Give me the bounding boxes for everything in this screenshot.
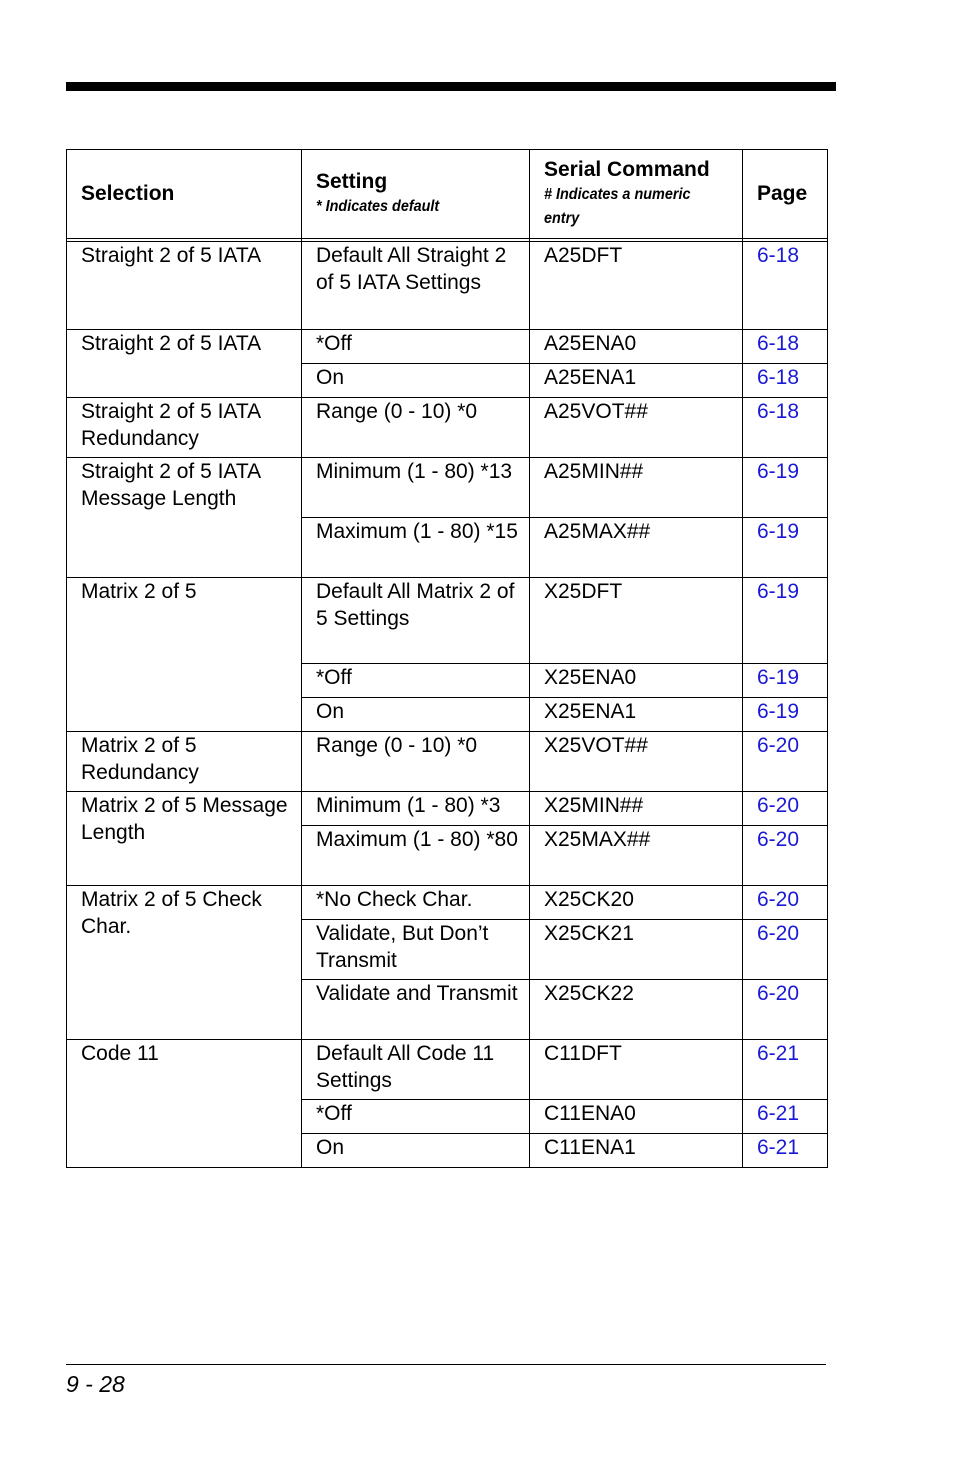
page-cell [743, 1040, 828, 1100]
setting-cell: Default All Code 11 Settings [302, 1040, 530, 1100]
table-header-row [67, 150, 828, 239]
table-row [67, 792, 828, 826]
header-serial-command: Serial Command # Indicates a numeric entry [530, 150, 743, 239]
command-cell: X25CK22 [530, 980, 743, 1040]
command-cell: A25MIN## [530, 458, 743, 518]
page-cell [743, 364, 828, 398]
page-cell [743, 398, 828, 458]
selection-cell: Straight 2 of 5 IATA Redundancy [67, 398, 302, 458]
setting-cell: *Off [302, 664, 530, 698]
page-link[interactable]: 6-18 [757, 400, 800, 423]
page-cell [743, 242, 828, 330]
page-link[interactable]: 6-20 [757, 888, 800, 911]
page-cell [743, 330, 828, 364]
header-page: Page [743, 150, 828, 239]
table-row [67, 242, 828, 330]
selection-cell: Straight 2 of 5 IATA Message Length [67, 458, 302, 578]
setting-note: * Indicates default [316, 198, 440, 215]
setting-cell: *No Check Char. [302, 886, 530, 920]
table-row [67, 458, 828, 518]
command-cell: X25DFT [530, 578, 743, 664]
page-link[interactable]: 6-20 [757, 828, 800, 851]
command-cell: C11ENA0 [530, 1100, 743, 1134]
page-link[interactable]: 6-18 [757, 366, 800, 389]
serial-note: # Indicates a numeric entry [544, 186, 691, 227]
serial-command-table [66, 149, 828, 1168]
setting-cell: Range (0 - 10) *0 [302, 732, 530, 792]
setting-cell: Range (0 - 10) *0 [302, 398, 530, 458]
selection-cell: Matrix 2 of 5 [67, 578, 302, 732]
page-link[interactable]: 6-21 [757, 1136, 800, 1159]
setting-cell: Maximum (1 - 80) *80 [302, 826, 530, 886]
page-link[interactable]: 6-20 [757, 922, 800, 945]
page-cell [743, 458, 828, 518]
page-cell [743, 664, 828, 698]
command-cell: C11DFT [530, 1040, 743, 1100]
command-cell: X25VOT## [530, 732, 743, 792]
page-cell [743, 1134, 828, 1168]
command-cell: A25ENA1 [530, 364, 743, 398]
selection-cell: Matrix 2 of 5 Redundancy [67, 732, 302, 792]
setting-cell: *Off [302, 330, 530, 364]
page-link[interactable]: 6-21 [757, 1102, 800, 1125]
page-link[interactable]: 6-21 [757, 1042, 800, 1065]
command-cell: X25ENA1 [530, 698, 743, 732]
setting-cell: On [302, 1134, 530, 1168]
command-cell: C11ENA1 [530, 1134, 743, 1168]
page-link[interactable]: 6-19 [757, 580, 800, 603]
command-cell: A25MAX## [530, 518, 743, 578]
page-cell [743, 886, 828, 920]
command-cell: X25CK20 [530, 886, 743, 920]
footer-rule [66, 1364, 826, 1365]
selection-cell: Code 11 [67, 1040, 302, 1168]
page-cell [743, 920, 828, 980]
page-link[interactable]: 6-18 [757, 244, 800, 267]
page-number: 9 - 28 [66, 1371, 125, 1397]
command-cell: A25ENA0 [530, 330, 743, 364]
page-cell [743, 732, 828, 792]
setting-cell: On [302, 364, 530, 398]
page-cell [743, 578, 828, 664]
setting-cell: Default All Matrix 2 of 5 Settings [302, 578, 530, 664]
page-link[interactable]: 6-19 [757, 666, 800, 689]
page-cell [743, 792, 828, 826]
selection-cell: Straight 2 of 5 IATA [67, 330, 302, 398]
header-selection: Selection [67, 150, 302, 239]
page-cell [743, 980, 828, 1040]
page-cell [743, 826, 828, 886]
page-link[interactable]: 6-20 [757, 794, 800, 817]
command-cell: X25ENA0 [530, 664, 743, 698]
selection-cell: Matrix 2 of 5 Message Length [67, 792, 302, 886]
page-link[interactable]: 6-20 [757, 734, 800, 757]
setting-cell: Minimum (1 - 80) *3 [302, 792, 530, 826]
setting-cell: Default All Straight 2 of 5 IATA Settings [302, 242, 530, 330]
command-cell: A25DFT [530, 242, 743, 330]
page-link[interactable]: 6-18 [757, 332, 800, 355]
selection-cell: Straight 2 of 5 IATA [67, 242, 302, 330]
page-cell [743, 1100, 828, 1134]
setting-cell: Validate and Transmit [302, 980, 530, 1040]
page-cell [743, 518, 828, 578]
command-cell: X25MAX## [530, 826, 743, 886]
setting-cell: Validate, But Don’t Transmit [302, 920, 530, 980]
selection-cell: Matrix 2 of 5 Check Char. [67, 886, 302, 1040]
table-row [67, 578, 828, 664]
page-link[interactable]: 6-20 [757, 982, 800, 1005]
table-row [67, 886, 828, 920]
header-setting: Setting * Indicates default [302, 150, 530, 239]
table-row [67, 732, 828, 792]
setting-cell: Maximum (1 - 80) *15 [302, 518, 530, 578]
table-row [67, 398, 828, 458]
setting-cell: On [302, 698, 530, 732]
top-rule [66, 82, 836, 91]
table-row [67, 330, 828, 364]
page-link[interactable]: 6-19 [757, 460, 800, 483]
table-row [67, 1040, 828, 1100]
setting-cell: *Off [302, 1100, 530, 1134]
command-cell: A25VOT## [530, 398, 743, 458]
command-cell: X25MIN## [530, 792, 743, 826]
setting-cell: Minimum (1 - 80) *13 [302, 458, 530, 518]
page-cell [743, 698, 828, 732]
page-link[interactable]: 6-19 [757, 520, 800, 543]
page-link[interactable]: 6-19 [757, 700, 800, 723]
command-cell: X25CK21 [530, 920, 743, 980]
